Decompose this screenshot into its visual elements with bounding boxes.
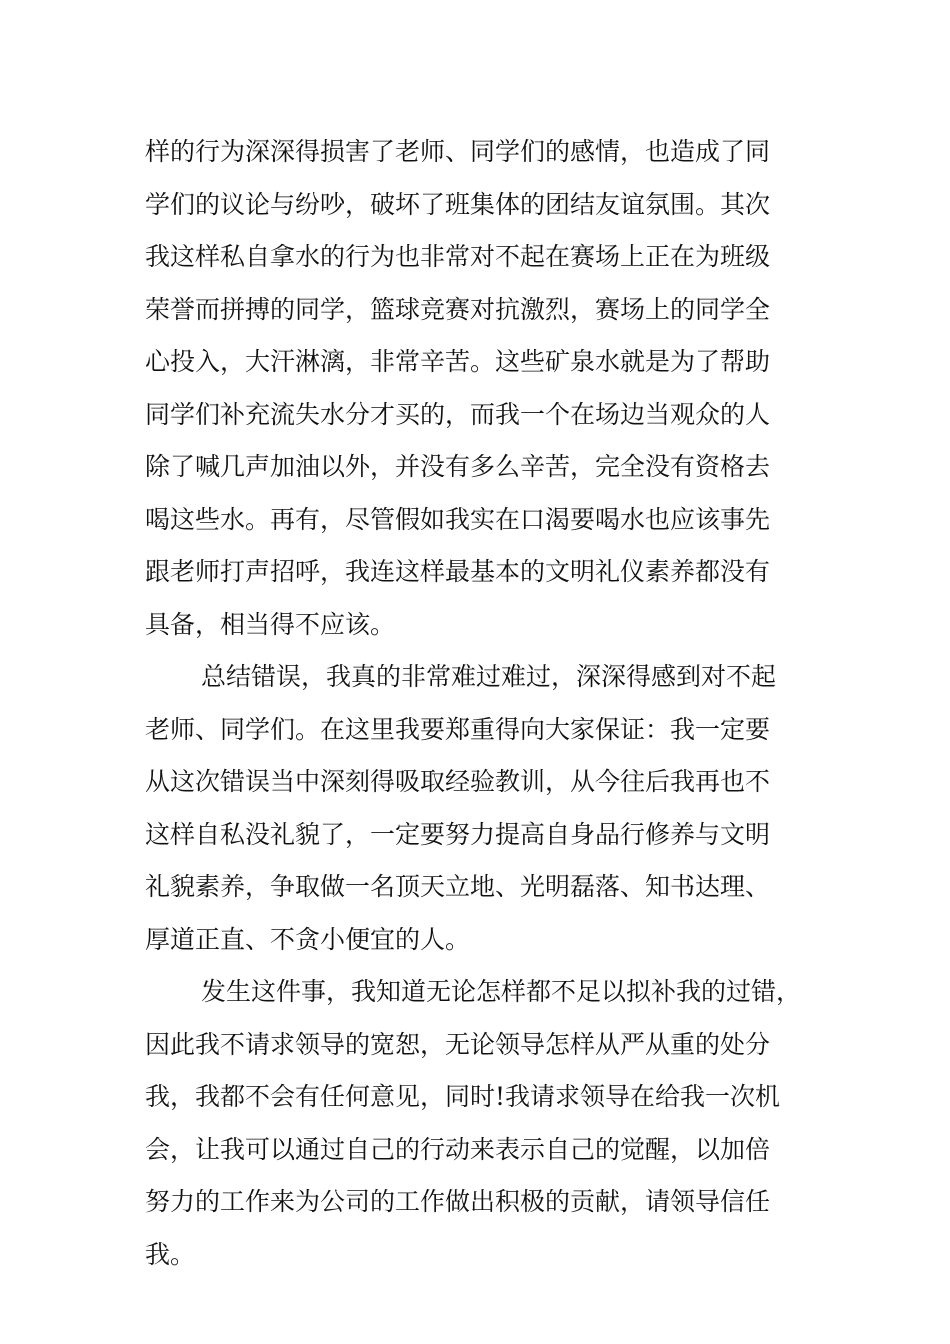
text-line: 学们的议论与纷吵，破坏了班集体的团结友谊氛围。其次	[145, 189, 771, 219]
text-line-indented: 总结错误，我真的非常难过难过，深深得感到对不起	[201, 662, 777, 691]
text-line: 我。	[145, 1239, 196, 1269]
text-line: 样的行为深深得损害了老师、同学们的感情，也造成了同	[145, 137, 771, 166]
paragraph-2	[145, 651, 835, 966]
text-line: 因此我不请求领导的宽恕，无论领导怎样从严从重的处分	[145, 1029, 771, 1059]
text-line: 同学们补充流失水分才买的，而我一个在场边当观众的人	[145, 399, 771, 429]
text-line: 跟老师打声招呼，我连这样最基本的文明礼仪素养都没有	[145, 557, 771, 586]
text-line: 荣誉而拼搏的同学，篮球竞赛对抗激烈，赛场上的同学全	[145, 294, 771, 324]
document-body	[145, 126, 835, 1281]
paragraph-1	[145, 126, 835, 651]
paragraph-3	[145, 966, 835, 1281]
text-line: 厚道正直、不贪小便宜的人。	[145, 924, 471, 954]
text-line: 我这样私自拿水的行为也非常对不起在赛场上正在为班级	[145, 242, 771, 271]
text-line: 喝这些水。再有，尽管假如我实在口渴要喝水也应该事先	[145, 504, 771, 534]
text-line: 礼貌素养，争取做一名顶天立地、光明磊落、知书达理、	[145, 872, 771, 901]
text-line: 努力的工作来为公司的工作做出积极的贡献，请领导信任	[145, 1187, 771, 1216]
text-line: 这样自私没礼貌了，一定要努力提高自身品行修养与文明	[145, 819, 771, 849]
text-line-indented: 发生这件事，我知道无论怎样都不足以拟补我的过错，	[201, 977, 802, 1006]
text-line: 具备，相当得不应该。	[145, 609, 396, 639]
text-line: 老师、同学们。在这里我要郑重得向大家保证：我一定要	[145, 714, 771, 744]
text-line: 除了喊几声加油以外，并没有多么辛苦，完全没有资格去	[145, 452, 771, 481]
text-line: 心投入，大汗淋漓，非常辛苦。这些矿泉水就是为了帮助	[145, 347, 771, 376]
text-line: 我，我都不会有任何意见，同时!我请求领导在给我一次机	[145, 1082, 781, 1111]
text-line: 会，让我可以通过自己的行动来表示自己的觉醒，以加倍	[145, 1134, 771, 1164]
text-line: 从这次错误当中深刻得吸取经验教训，从今往后我再也不	[145, 767, 771, 796]
